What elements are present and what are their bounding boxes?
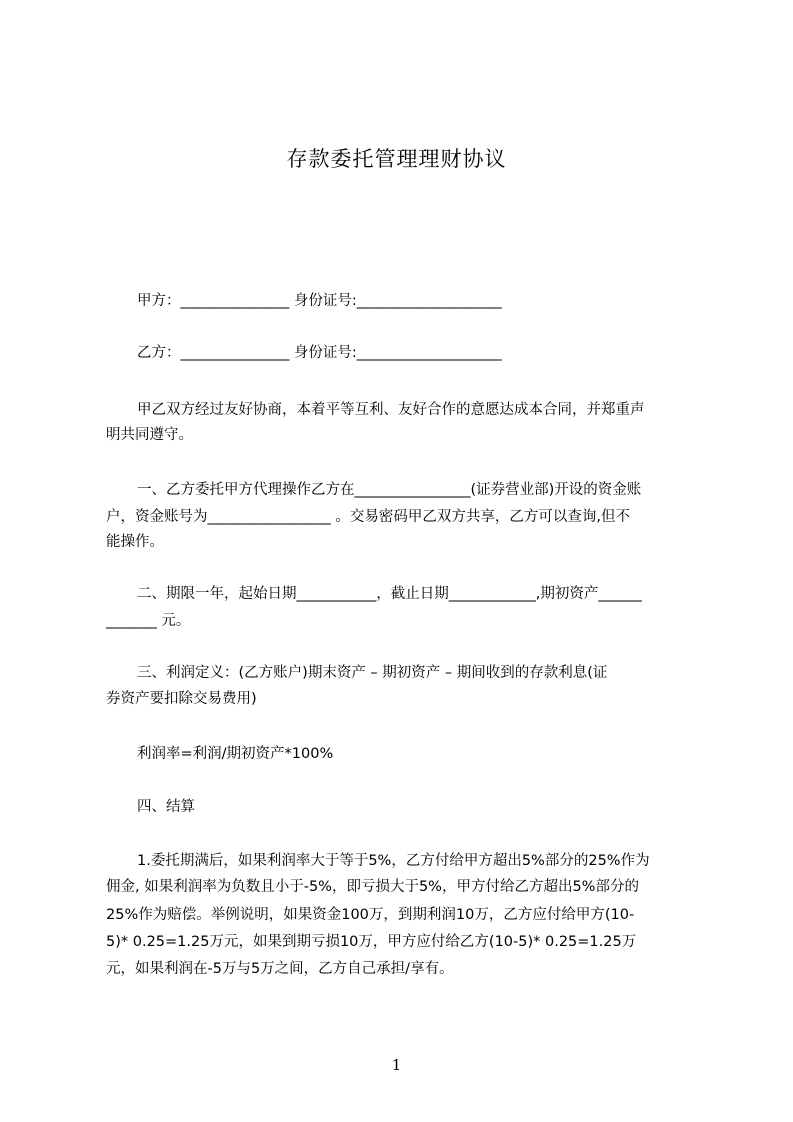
page-number: 1 xyxy=(391,1056,402,1074)
clause1-line-3: 能操作。 xyxy=(106,534,164,550)
clause1-line-1: 一、乙方委托甲方代理操作乙方在________________(证券营业部)开设的资金账 xyxy=(137,482,642,498)
clause3-line-1: 三、利润定义：(乙方账户)期末资产 – 期初资产 – 期间收到的存款利息(证 xyxy=(137,665,608,681)
document-title: 存款委托管理理财协议 xyxy=(286,147,507,171)
clause4-item1-line-5: 元，如果利润在-5万与5万之间，乙方自己承担/享有。 xyxy=(106,961,454,977)
clause2-line-1: 二、期限一年，起始日期___________，截止日期____________,期初资产______ xyxy=(137,586,642,602)
party-b-line: 乙方：_______________ 身份证号:____________________ xyxy=(137,345,502,361)
clause2-line-2: _______ 元。 xyxy=(106,613,191,629)
clause4-item1-line-1: 1.委托期满后，如果利润率大于等于5%，乙方付给甲方超出5%部分的25%作为 xyxy=(137,853,650,869)
clause4-item1-line-2: 佣金, 如果利润率为负数且小于-5%，即亏损大于5%，甲方付给乙方超出5%部分的 xyxy=(106,879,639,895)
intro-line-1: 甲乙双方经过友好协商，本着平等互利、友好合作的意愿达成本合同，并郑重声 xyxy=(137,402,645,418)
clause3-line-2: 券资产要扣除交易费用) xyxy=(106,691,257,707)
clause4-heading: 四、结算 xyxy=(137,799,195,815)
clause4-item1-line-3: 25%作为赔偿。举例说明，如果资金100万，到期利润10万，乙方应付给甲方(10- xyxy=(106,907,635,923)
clause4-item1-line-4: 5)* 0.25=1.25万元，如果到期亏损10万，甲方应付给乙方(10-5)* 0.25=1.25万 xyxy=(106,934,637,950)
profit-rate-formula: 利润率=利润/期初资产*100% xyxy=(137,746,334,762)
party-a-line: 甲方：_______________ 身份证号:____________________ xyxy=(137,293,502,309)
clause1-line-2: 户，资金账号为_________________ 。交易密码甲乙双方共享，乙方可以查询,但不 xyxy=(106,509,630,525)
intro-line-2: 明共同遵守。 xyxy=(106,427,193,443)
